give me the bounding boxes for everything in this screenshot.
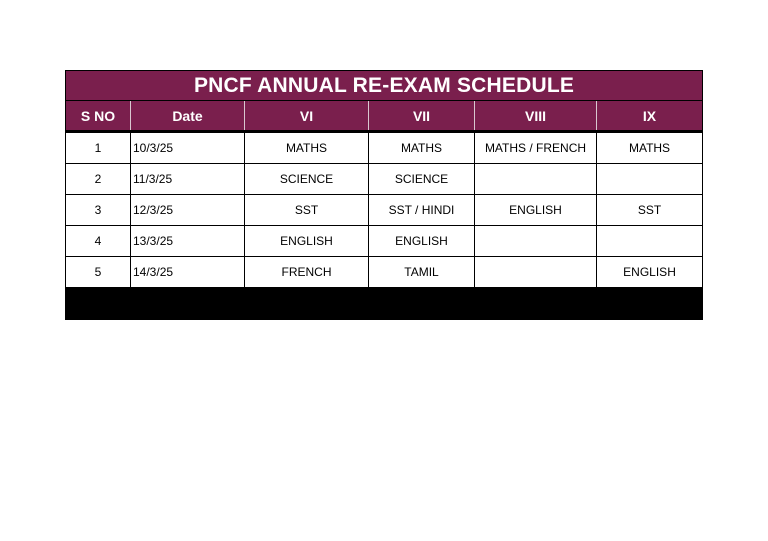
title-row xyxy=(66,71,703,101)
table-row xyxy=(66,164,703,195)
column-header-vii: VII xyxy=(369,101,475,132)
column-header-vi: VI xyxy=(245,101,369,132)
schedule-sheet xyxy=(65,70,702,320)
vi-cell: SST xyxy=(245,195,369,226)
viii-cell xyxy=(475,164,597,195)
vi-cell: ENGLISH xyxy=(245,226,369,257)
ix-cell xyxy=(597,164,703,195)
footer-bar-cell xyxy=(66,288,703,320)
vi-cell: FRENCH xyxy=(245,257,369,288)
date-cell: 12/3/25 xyxy=(131,195,245,226)
vii-cell: SCIENCE xyxy=(369,164,475,195)
vii-cell: MATHS xyxy=(369,132,475,164)
table-row xyxy=(66,257,703,288)
column-header-ix: IX xyxy=(597,101,703,132)
column-header-row xyxy=(66,101,703,132)
sno-cell: 4 xyxy=(66,226,131,257)
table-row xyxy=(66,226,703,257)
table-row xyxy=(66,132,703,164)
column-header-date: Date xyxy=(131,101,245,132)
viii-cell: ENGLISH xyxy=(475,195,597,226)
table-row xyxy=(66,195,703,226)
date-cell: 13/3/25 xyxy=(131,226,245,257)
date-cell: 14/3/25 xyxy=(131,257,245,288)
ix-cell xyxy=(597,226,703,257)
sno-cell: 1 xyxy=(66,132,131,164)
column-header-viii: VIII xyxy=(475,101,597,132)
footer-bar xyxy=(66,288,703,320)
sno-cell: 5 xyxy=(66,257,131,288)
ix-cell: SST xyxy=(597,195,703,226)
vii-cell: TAMIL xyxy=(369,257,475,288)
vi-cell: SCIENCE xyxy=(245,164,369,195)
sno-cell: 2 xyxy=(66,164,131,195)
schedule-table xyxy=(65,70,703,320)
column-header-sno: S NO xyxy=(66,101,131,132)
vii-cell: SST / HINDI xyxy=(369,195,475,226)
date-cell: 10/3/25 xyxy=(131,132,245,164)
schedule-title: PNCF ANNUAL RE-EXAM SCHEDULE xyxy=(66,71,703,101)
vi-cell: MATHS xyxy=(245,132,369,164)
sno-cell: 3 xyxy=(66,195,131,226)
viii-cell xyxy=(475,257,597,288)
viii-cell xyxy=(475,226,597,257)
vii-cell: ENGLISH xyxy=(369,226,475,257)
ix-cell: ENGLISH xyxy=(597,257,703,288)
ix-cell: MATHS xyxy=(597,132,703,164)
date-cell: 11/3/25 xyxy=(131,164,245,195)
viii-cell: MATHS / FRENCH xyxy=(475,132,597,164)
